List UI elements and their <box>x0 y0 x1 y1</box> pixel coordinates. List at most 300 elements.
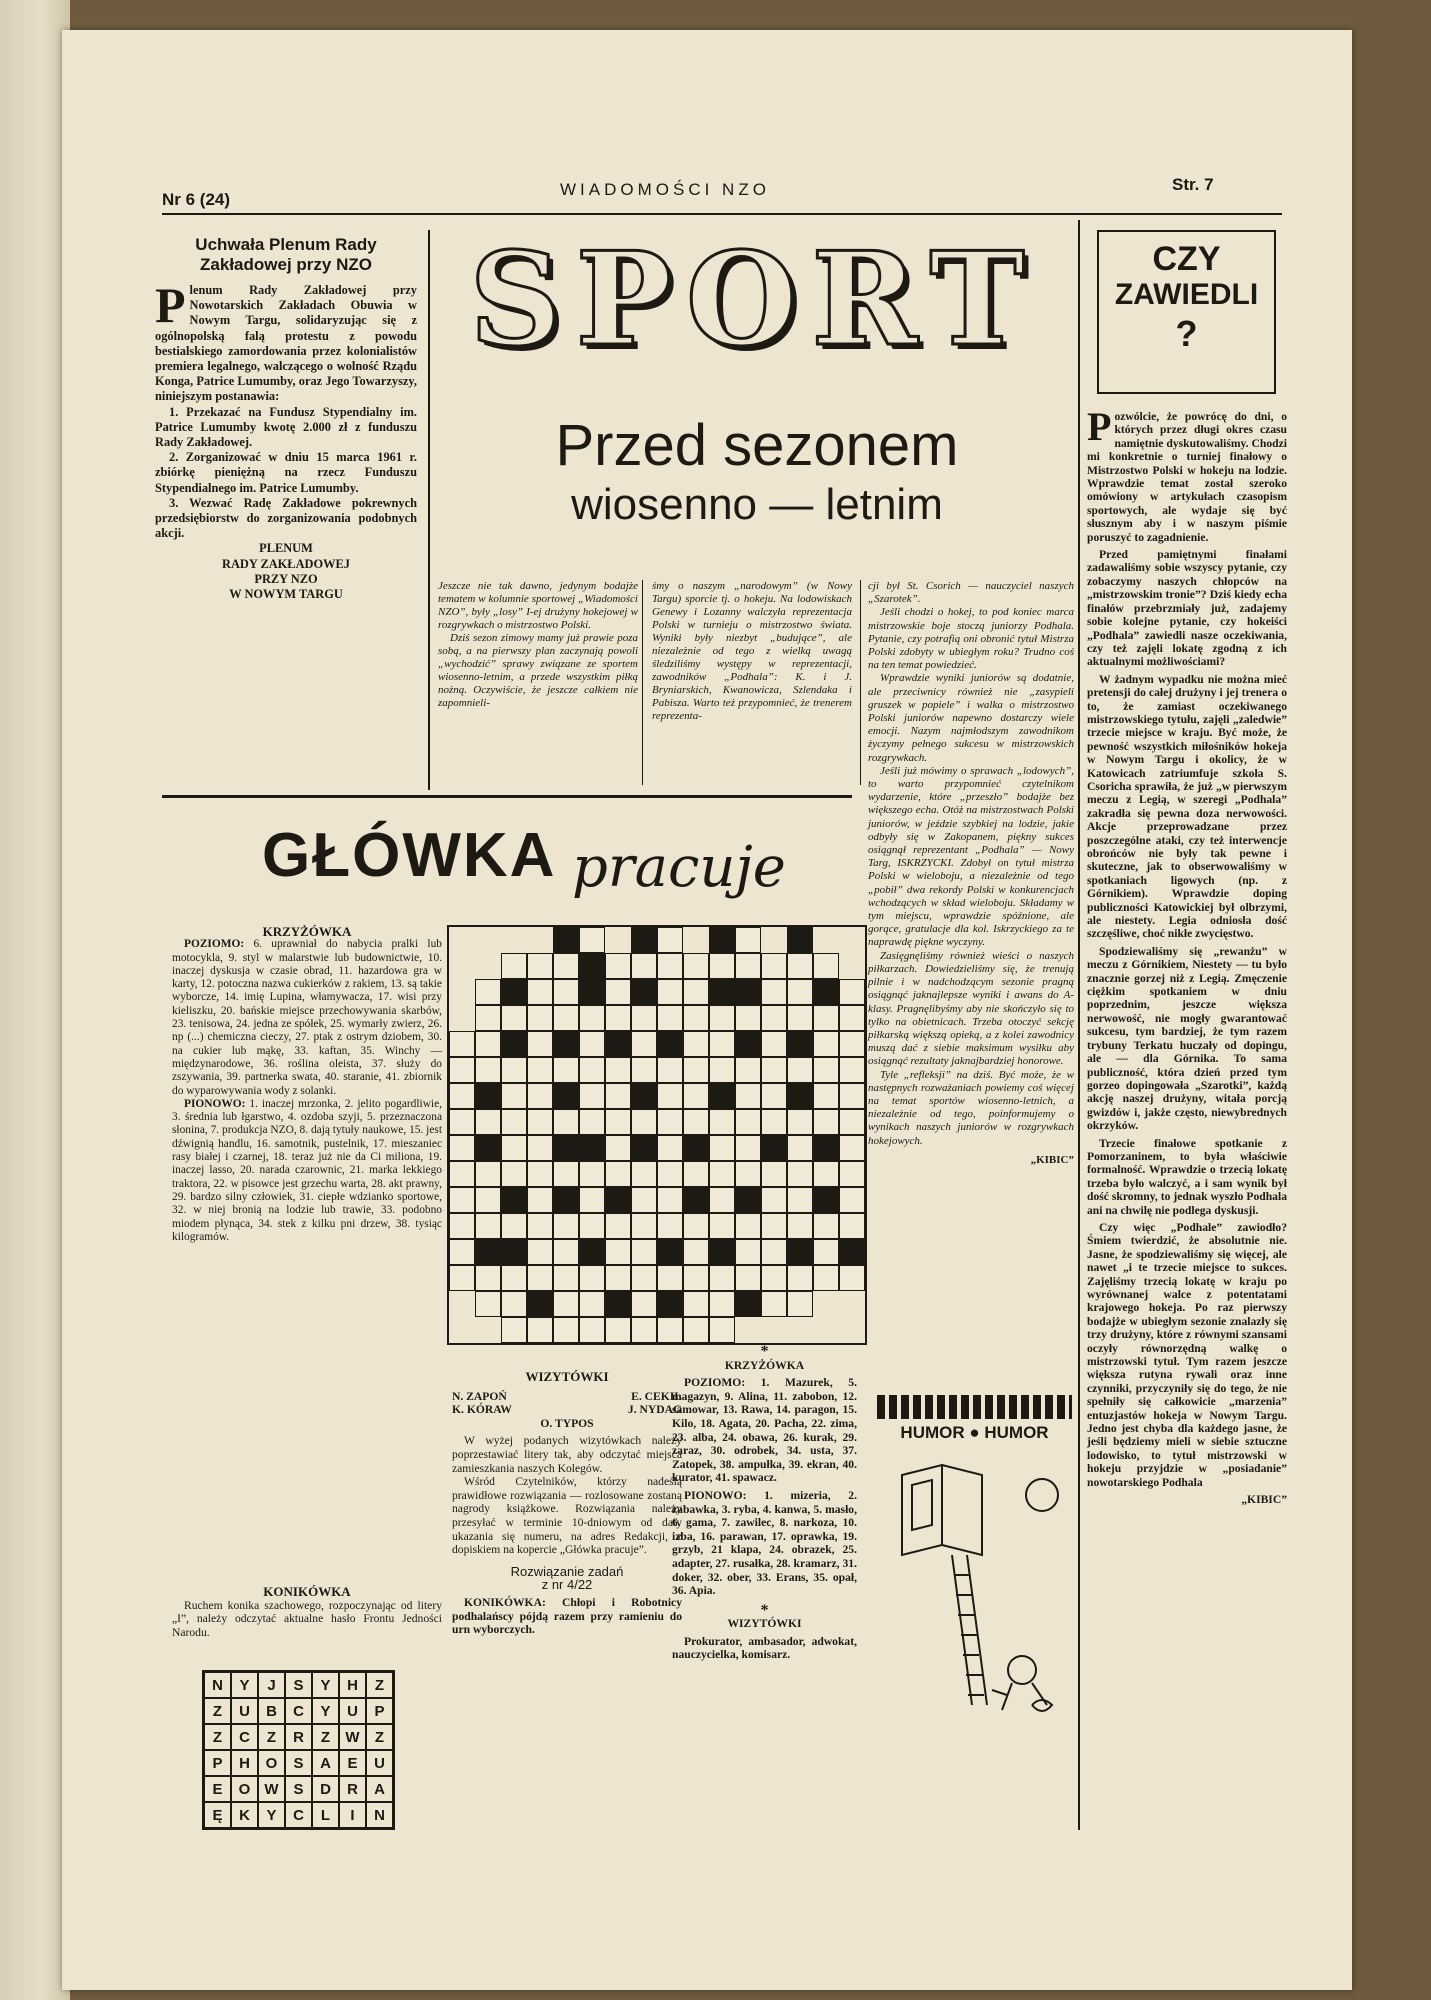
grid-cell[interactable] <box>527 1265 553 1291</box>
konikowka-cell[interactable]: R <box>285 1724 312 1750</box>
grid-black-cell[interactable] <box>657 1031 683 1057</box>
grid-black-cell[interactable] <box>527 1291 553 1317</box>
grid-cell[interactable] <box>579 1005 605 1031</box>
czy-zawiedli-box <box>1097 230 1276 394</box>
grid-cell[interactable] <box>553 979 579 1005</box>
grid-cell[interactable] <box>761 1265 787 1291</box>
grid-cell[interactable] <box>527 1135 553 1161</box>
grid-cell[interactable] <box>787 1109 813 1135</box>
grid-black-cell[interactable] <box>501 979 527 1005</box>
grid-black-cell[interactable] <box>631 1083 657 1109</box>
grid-cell[interactable] <box>605 1239 631 1265</box>
grid-cell[interactable] <box>657 1057 683 1083</box>
grid-cell[interactable] <box>735 1213 761 1239</box>
grid-cell[interactable] <box>527 1161 553 1187</box>
grid-cell[interactable] <box>761 1291 787 1317</box>
grid-cell[interactable] <box>657 1135 683 1161</box>
grid-cell[interactable] <box>475 1031 501 1057</box>
grid-cell[interactable] <box>657 979 683 1005</box>
grid-cell[interactable] <box>735 1265 761 1291</box>
konikowka-cell[interactable]: N <box>366 1802 393 1828</box>
grid-cell[interactable] <box>449 1109 475 1135</box>
grid-cell[interactable] <box>631 1109 657 1135</box>
grid-black-cell[interactable] <box>683 1135 709 1161</box>
grid-black-cell[interactable] <box>735 1291 761 1317</box>
grid-cell[interactable] <box>787 1213 813 1239</box>
grid-cell[interactable] <box>761 953 787 979</box>
grid-cell[interactable] <box>631 1187 657 1213</box>
grid-empty <box>449 927 475 953</box>
konikowka-cell[interactable]: E <box>204 1776 231 1802</box>
konikowka-cell[interactable]: O <box>258 1750 285 1776</box>
grid-cell[interactable] <box>709 1317 735 1343</box>
grid-black-cell[interactable] <box>709 979 735 1005</box>
grid-cell[interactable] <box>501 1057 527 1083</box>
konikowka-cell[interactable]: R <box>339 1776 366 1802</box>
konikowka-cell[interactable]: Y <box>231 1672 258 1698</box>
konikowka-grid[interactable] <box>202 1670 395 1830</box>
star-separator-2: * <box>760 1601 769 1619</box>
grid-cell[interactable] <box>709 1213 735 1239</box>
grid-black-cell[interactable] <box>501 1187 527 1213</box>
konikowka-cell[interactable]: P <box>366 1698 393 1724</box>
grid-cell[interactable] <box>605 1057 631 1083</box>
grid-cell[interactable] <box>579 1083 605 1109</box>
grid-black-cell[interactable] <box>735 979 761 1005</box>
grid-cell[interactable] <box>553 1109 579 1135</box>
czy-p4: Spodziewaliśmy się „rewanżu” w meczu z Górnikiem, Niestety — tu było znacznie gorzej niż z Legią. Zmęczenie ciężkim spotkaniem w dniu poprzednim, jeszcze większa nerwowość, nie mogły gwarantować sukcesu, tym bardziej, że tym razem trybuny Terkatu huczały od dopingu, ale — dla Górnika. To sama publiczność, która dzień przed tym gorzeo dopingowała „Szarotki”, każdą akcję naszej drużyny, witała porcją gwizdów i, jakże często, niewybrednych okrzyków. <box>1087 944 1287 1133</box>
grid-cell[interactable] <box>579 927 605 953</box>
grid-black-cell[interactable] <box>787 927 813 953</box>
grid-cell[interactable] <box>839 979 865 1005</box>
grid-cell[interactable] <box>839 1265 865 1291</box>
grid-cell[interactable] <box>527 1005 553 1031</box>
grid-black-cell[interactable] <box>475 1239 501 1265</box>
grid-cell[interactable] <box>761 979 787 1005</box>
grid-black-cell[interactable] <box>579 979 605 1005</box>
grid-cell[interactable] <box>475 1291 501 1317</box>
konikowka-cell[interactable]: W <box>339 1724 366 1750</box>
grid-black-cell[interactable] <box>709 1239 735 1265</box>
article-col3-p4: Jeśli już mówimy o sprawach „lodowych”, to warto przypomnieć czytelnikom wydarzenie, które „przeszło” bodajże bez większego echa. Otóż na mistrzostwach Polski juniorów, w jeździe szybkiej na lodzie, jakie odbyły się w Zakopanem, piękny sukces osiągnął reprezentant „Podhala” — Nowy Targ, ISKRZYCKI. Zdobył on tytuł mistrza Polski w wieloboju, a niezależnie od tego „pobił” dwa rekordy Polski w konkurencjach wchodzących w skład wieloboju. Składamy w tym miejscu, wprawdzie spóźnione, ale gorące, gratulacje dla kol. Iskrzyckiego za te naprawdę piękne wyczyny. <box>868 764 1074 949</box>
grid-cell[interactable] <box>657 1161 683 1187</box>
grid-cell[interactable] <box>501 1161 527 1187</box>
grid-cell[interactable] <box>579 1265 605 1291</box>
grid-cell[interactable] <box>527 1213 553 1239</box>
grid-cell[interactable] <box>579 1109 605 1135</box>
grid-black-cell[interactable] <box>787 1083 813 1109</box>
grid-cell[interactable] <box>631 1291 657 1317</box>
grid-black-cell[interactable] <box>475 1135 501 1161</box>
grid-black-cell[interactable] <box>579 1135 605 1161</box>
konikowka-cell[interactable]: S <box>285 1776 312 1802</box>
grid-cell[interactable] <box>735 953 761 979</box>
grid-cell[interactable] <box>579 1187 605 1213</box>
grid-cell[interactable] <box>813 1213 839 1239</box>
grid-cell[interactable] <box>605 1005 631 1031</box>
grid-cell[interactable] <box>631 1317 657 1343</box>
grid-cell[interactable] <box>553 1005 579 1031</box>
grid-cell[interactable] <box>839 1083 865 1109</box>
grid-cell[interactable] <box>683 1265 709 1291</box>
konikowka-cell[interactable]: P <box>204 1750 231 1776</box>
grid-cell[interactable] <box>527 1031 553 1057</box>
konikowka-cell[interactable]: Z <box>366 1724 393 1750</box>
grid-cell[interactable] <box>709 1161 735 1187</box>
grid-cell[interactable] <box>631 1031 657 1057</box>
grid-black-cell[interactable] <box>475 1083 501 1109</box>
konikowka-cell[interactable]: H <box>339 1672 366 1698</box>
grid-cell[interactable] <box>553 1239 579 1265</box>
grid-cell[interactable] <box>449 1161 475 1187</box>
grid-cell[interactable] <box>813 1005 839 1031</box>
konikowka-cell[interactable]: C <box>231 1724 258 1750</box>
konikowka-cell[interactable]: A <box>312 1750 339 1776</box>
grid-cell[interactable] <box>553 1057 579 1083</box>
grid-cell[interactable] <box>787 1005 813 1031</box>
grid-cell[interactable] <box>761 1187 787 1213</box>
grid-cell[interactable] <box>787 1135 813 1161</box>
grid-cell[interactable] <box>475 1109 501 1135</box>
grid-black-cell[interactable] <box>631 979 657 1005</box>
grid-cell[interactable] <box>579 1291 605 1317</box>
grid-cell[interactable] <box>527 1317 553 1343</box>
grid-black-cell[interactable] <box>579 1239 605 1265</box>
grid-cell[interactable] <box>501 1317 527 1343</box>
pionowo-label: PIONOWO: <box>184 1097 246 1110</box>
grid-cell[interactable] <box>475 1005 501 1031</box>
grid-cell[interactable] <box>813 1057 839 1083</box>
grid-cell[interactable] <box>631 1005 657 1031</box>
grid-cell[interactable] <box>787 1291 813 1317</box>
konikowka-cell[interactable]: N <box>204 1672 231 1698</box>
grid-cell[interactable] <box>449 1239 475 1265</box>
grid-cell[interactable] <box>631 953 657 979</box>
grid-cell[interactable] <box>839 1005 865 1031</box>
konikowka-cell[interactable]: B <box>258 1698 285 1724</box>
grid-cell[interactable] <box>813 1031 839 1057</box>
grid-cell[interactable] <box>501 1265 527 1291</box>
grid-cell[interactable] <box>683 1031 709 1057</box>
poziomo-clues: 6. uprawniał do nabycia pralki lub motocykla, 9. styl w malarstwie lub budownictwie, 10. inaczej dyskusja w czasie obrad, 11. hazardowa gra w karty, 12. potoczna nazwa cukierków z rakiem, 13. są takie wyborcze, 14. imię Lupina, włamywacza, 17. wisi przy kieliszku, 20. bańskie miejsce przechowywania skarbów, 23. tenisowa, 24. jedna ze spółek, 25. wymarły zwierz, 26. np (...) chemiczna cieczy, 27. ptak z ostrym dziobem, 30. na cukier lub mąkę, 33. kaftan, 35. Winchy — międzynarodowe, 36. roślina oleista, 37. służy do zszywania, 39. partnerka swata, 40. staranie, 41. zbiornik do wyparowywania wody z solanki. <box>172 938 442 1097</box>
grid-cell[interactable] <box>657 1213 683 1239</box>
grid-black-cell[interactable] <box>735 1187 761 1213</box>
konikowka-cell[interactable]: U <box>339 1698 366 1724</box>
grid-cell[interactable] <box>761 1109 787 1135</box>
grid-black-cell[interactable] <box>553 1083 579 1109</box>
grid-cell[interactable] <box>735 1005 761 1031</box>
grid-black-cell[interactable] <box>813 1135 839 1161</box>
grid-cell[interactable] <box>501 953 527 979</box>
grid-cell[interactable] <box>813 953 839 979</box>
grid-cell[interactable] <box>709 1291 735 1317</box>
headline-line-1: Przed sezonem <box>555 413 959 478</box>
grid-empty <box>839 927 865 953</box>
grid-cell[interactable] <box>449 1213 475 1239</box>
grid-cell[interactable] <box>735 1239 761 1265</box>
grid-cell[interactable] <box>657 1317 683 1343</box>
grid-cell[interactable] <box>813 1265 839 1291</box>
grid-cell[interactable] <box>605 1161 631 1187</box>
konikowka-cell[interactable]: C <box>285 1802 312 1828</box>
grid-cell[interactable] <box>709 1057 735 1083</box>
grid-cell[interactable] <box>683 1109 709 1135</box>
konikowka-cell[interactable]: Z <box>366 1672 393 1698</box>
grid-cell[interactable] <box>657 927 683 953</box>
grid-cell[interactable] <box>579 1213 605 1239</box>
grid-black-cell[interactable] <box>657 1239 683 1265</box>
grid-cell[interactable] <box>449 1031 475 1057</box>
grid-cell[interactable] <box>527 1057 553 1083</box>
crossword-grid[interactable] <box>447 925 867 1345</box>
grid-cell[interactable] <box>501 1291 527 1317</box>
grid-cell[interactable] <box>761 1083 787 1109</box>
grid-cell[interactable] <box>631 1057 657 1083</box>
grid-cell[interactable] <box>527 1083 553 1109</box>
konikowka-cell[interactable]: Z <box>312 1724 339 1750</box>
humor-border-top <box>877 1395 1072 1419</box>
grid-empty <box>449 1291 475 1317</box>
grid-cell[interactable] <box>761 1031 787 1057</box>
humor-title: HUMOR ● HUMOR <box>900 1423 1049 1442</box>
grid-cell[interactable] <box>605 1265 631 1291</box>
grid-black-cell[interactable] <box>631 927 657 953</box>
grid-cell[interactable] <box>501 1213 527 1239</box>
konikowka-cell[interactable]: Z <box>258 1724 285 1750</box>
grid-cell[interactable] <box>813 1239 839 1265</box>
grid-black-cell[interactable] <box>709 1083 735 1109</box>
grid-cell[interactable] <box>449 1187 475 1213</box>
grid-black-cell[interactable] <box>501 1031 527 1057</box>
grid-cell[interactable] <box>605 1109 631 1135</box>
grid-cell[interactable] <box>553 1161 579 1187</box>
grid-cell[interactable] <box>787 979 813 1005</box>
konikowka-cell[interactable]: K <box>231 1802 258 1828</box>
rozwiazanie-krzyzowka <box>672 1345 857 1662</box>
grid-cell[interactable] <box>683 1161 709 1187</box>
grid-cell[interactable] <box>839 1057 865 1083</box>
grid-cell[interactable] <box>787 953 813 979</box>
grid-black-cell[interactable] <box>605 1187 631 1213</box>
grid-cell[interactable] <box>735 1161 761 1187</box>
grid-black-cell[interactable] <box>553 927 579 953</box>
grid-cell[interactable] <box>683 979 709 1005</box>
grid-cell[interactable] <box>657 1265 683 1291</box>
grid-cell[interactable] <box>631 1265 657 1291</box>
grid-cell[interactable] <box>839 1213 865 1239</box>
grid-cell[interactable] <box>449 1057 475 1083</box>
grid-cell[interactable] <box>761 1213 787 1239</box>
grid-cell[interactable] <box>683 1239 709 1265</box>
grid-cell[interactable] <box>527 1239 553 1265</box>
konikowka-cell[interactable]: L <box>312 1802 339 1828</box>
grid-cell[interactable] <box>449 1083 475 1109</box>
grid-cell[interactable] <box>553 1317 579 1343</box>
grid-cell[interactable] <box>657 1109 683 1135</box>
grid-black-cell[interactable] <box>605 1031 631 1057</box>
grid-cell[interactable] <box>527 1109 553 1135</box>
grid-cell[interactable] <box>709 1005 735 1031</box>
grid-cell[interactable] <box>709 1109 735 1135</box>
grid-cell[interactable] <box>735 1057 761 1083</box>
grid-cell[interactable] <box>657 953 683 979</box>
article-divider-2 <box>860 580 861 785</box>
grid-cell[interactable] <box>735 1135 761 1161</box>
konikowka-cell[interactable]: H <box>231 1750 258 1776</box>
grid-black-cell[interactable] <box>813 1187 839 1213</box>
grid-cell[interactable] <box>709 1187 735 1213</box>
grid-cell[interactable] <box>735 927 761 953</box>
wizytowka-name: K. KÓRAW <box>452 1403 512 1417</box>
grid-cell[interactable] <box>605 1135 631 1161</box>
konikowka-cell[interactable]: U <box>231 1698 258 1724</box>
grid-cell[interactable] <box>605 953 631 979</box>
grid-black-cell[interactable] <box>839 1239 865 1265</box>
uchwala-point-1: 1. Przekazać na Fundusz Stypendialny im. Patrice Lumumby kwotę 2.000 zł z funduszu Rady Zakładowej. <box>155 404 417 450</box>
grid-cell[interactable] <box>501 1005 527 1031</box>
konikowka-cell[interactable]: O <box>231 1776 258 1802</box>
konikowka-section <box>172 1585 442 1639</box>
konikowka-cell[interactable]: W <box>258 1776 285 1802</box>
grid-cell[interactable] <box>605 979 631 1005</box>
grid-black-cell[interactable] <box>683 1187 709 1213</box>
grid-cell[interactable] <box>839 1161 865 1187</box>
konikowka-cell[interactable]: Y <box>312 1672 339 1698</box>
grid-cell[interactable] <box>579 1317 605 1343</box>
grid-cell[interactable] <box>449 1265 475 1291</box>
konikowka-cell[interactable]: A <box>366 1776 393 1802</box>
grid-cell[interactable] <box>475 1187 501 1213</box>
rozw-poz: 1. Mazurek, 5. magazyn, 9. Alina, 11. zabobon, 12. samowar, 13. Rawa, 14. paragon, 15. Kilo, 18. Agata, 20. Pacha, 22. zima, 23. alba, 24. obawa, 26. kurak, 29. zaraz, 30. odrobek, 34. usta, 37. Zatopek, 38. ampułka, 39. ekran, 40. kurator, 41. spawacz. <box>672 1376 858 1485</box>
grid-cell[interactable] <box>787 1265 813 1291</box>
grid-cell[interactable] <box>553 1213 579 1239</box>
grid-cell[interactable] <box>683 1213 709 1239</box>
grid-cell[interactable] <box>683 953 709 979</box>
grid-cell[interactable] <box>761 1239 787 1265</box>
grid-cell[interactable] <box>605 1317 631 1343</box>
grid-black-cell[interactable] <box>787 1031 813 1057</box>
grid-cell[interactable] <box>579 1161 605 1187</box>
grid-cell[interactable] <box>475 1265 501 1291</box>
grid-black-cell[interactable] <box>813 979 839 1005</box>
konikowka-cell[interactable]: Y <box>312 1698 339 1724</box>
grid-cell[interactable] <box>709 1031 735 1057</box>
grid-cell[interactable] <box>501 1135 527 1161</box>
grid-black-cell[interactable] <box>631 1135 657 1161</box>
grid-cell[interactable] <box>735 1109 761 1135</box>
grid-cell[interactable] <box>475 979 501 1005</box>
grid-cell[interactable] <box>631 1213 657 1239</box>
grid-cell[interactable] <box>501 1083 527 1109</box>
grid-black-cell[interactable] <box>501 1239 527 1265</box>
grid-cell[interactable] <box>683 1057 709 1083</box>
konikowka-cell[interactable]: I <box>339 1802 366 1828</box>
grid-cell[interactable] <box>839 1031 865 1057</box>
konikowka-cell[interactable]: U <box>366 1750 393 1776</box>
grid-cell[interactable] <box>579 1057 605 1083</box>
konikowka-cell[interactable]: J <box>258 1672 285 1698</box>
grid-empty <box>761 927 787 953</box>
grid-cell[interactable] <box>839 1109 865 1135</box>
grid-cell[interactable] <box>787 1057 813 1083</box>
grid-black-cell[interactable] <box>709 927 735 953</box>
konikowka-cell[interactable]: Y <box>258 1802 285 1828</box>
grid-cell[interactable] <box>657 1005 683 1031</box>
grid-cell[interactable] <box>449 1135 475 1161</box>
konikowka-cell[interactable]: Z <box>204 1698 231 1724</box>
grid-cell[interactable] <box>683 1005 709 1031</box>
grid-cell[interactable] <box>787 1161 813 1187</box>
grid-cell[interactable] <box>527 1187 553 1213</box>
grid-empty <box>449 979 475 1005</box>
konikowka-cell[interactable]: S <box>285 1672 312 1698</box>
grid-cell[interactable] <box>709 1265 735 1291</box>
grid-cell[interactable] <box>527 953 553 979</box>
grid-black-cell[interactable] <box>553 1031 579 1057</box>
grid-cell[interactable] <box>709 953 735 979</box>
grid-black-cell[interactable] <box>579 953 605 979</box>
grid-black-cell[interactable] <box>787 1239 813 1265</box>
grid-black-cell[interactable] <box>657 1291 683 1317</box>
grid-cell[interactable] <box>761 1057 787 1083</box>
grid-cell[interactable] <box>813 1109 839 1135</box>
grid-cell[interactable] <box>839 1135 865 1161</box>
grid-cell[interactable] <box>761 1161 787 1187</box>
grid-black-cell[interactable] <box>735 1031 761 1057</box>
konikowka-cell[interactable]: S <box>285 1750 312 1776</box>
grid-cell[interactable] <box>787 1187 813 1213</box>
grid-cell[interactable] <box>475 1057 501 1083</box>
grid-cell[interactable] <box>657 1083 683 1109</box>
grid-cell[interactable] <box>605 1213 631 1239</box>
grid-cell[interactable] <box>813 1083 839 1109</box>
grid-cell[interactable] <box>475 1213 501 1239</box>
grid-cell[interactable] <box>683 1291 709 1317</box>
konikowka-cell[interactable]: D <box>312 1776 339 1802</box>
grid-cell[interactable] <box>813 1161 839 1187</box>
grid-cell[interactable] <box>735 1083 761 1109</box>
grid-cell[interactable] <box>839 1187 865 1213</box>
grid-black-cell[interactable] <box>553 1135 579 1161</box>
grid-black-cell[interactable] <box>761 1135 787 1161</box>
grid-cell[interactable] <box>761 1005 787 1031</box>
grid-empty <box>501 927 527 953</box>
grid-cell[interactable] <box>683 1317 709 1343</box>
grid-cell[interactable] <box>475 1161 501 1187</box>
konikowka-cell[interactable]: Ę <box>204 1802 231 1828</box>
grid-black-cell[interactable] <box>553 1187 579 1213</box>
grid-cell[interactable] <box>709 1135 735 1161</box>
konikowka-cell[interactable]: C <box>285 1698 312 1724</box>
grid-black-cell[interactable] <box>605 1291 631 1317</box>
article-col1-p1: Jeszcze nie tak dawno, jedynym bodajże tematem w kolumnie sportowej „Wiadomości NZO”, były „losy” I-ej drużyny hokejowej w rozgrywkach o mistrzostwo Polski. <box>438 580 638 631</box>
uchwala-intro: lenum Rady Zakładowej przy Nowotarskich Zakładach Obuwia w Nowym Targu, solidaryzując się z ogólnopolską falą protestu z powodu bestialskiego zamordowania przez kolonialistów premiera legalnego, walczącego o wolność Rządu Konga, Patrice Lumumby, oraz Jego Towarzyszy, niniejszym postanawia: <box>155 283 417 404</box>
cartoon-drawing <box>882 1455 1072 1725</box>
konikowka-cell[interactable]: E <box>339 1750 366 1776</box>
grid-cell[interactable] <box>501 1109 527 1135</box>
grid-cell[interactable] <box>553 953 579 979</box>
grid-cell[interactable] <box>579 1031 605 1057</box>
grid-cell[interactable] <box>553 1265 579 1291</box>
grid-cell[interactable] <box>631 1239 657 1265</box>
grid-cell[interactable] <box>553 1291 579 1317</box>
grid-cell[interactable] <box>631 1161 657 1187</box>
konikowka-cell[interactable]: Z <box>204 1724 231 1750</box>
grid-cell[interactable] <box>605 1083 631 1109</box>
grid-cell[interactable] <box>683 1083 709 1109</box>
grid-cell[interactable] <box>527 979 553 1005</box>
grid-cell[interactable] <box>657 1187 683 1213</box>
